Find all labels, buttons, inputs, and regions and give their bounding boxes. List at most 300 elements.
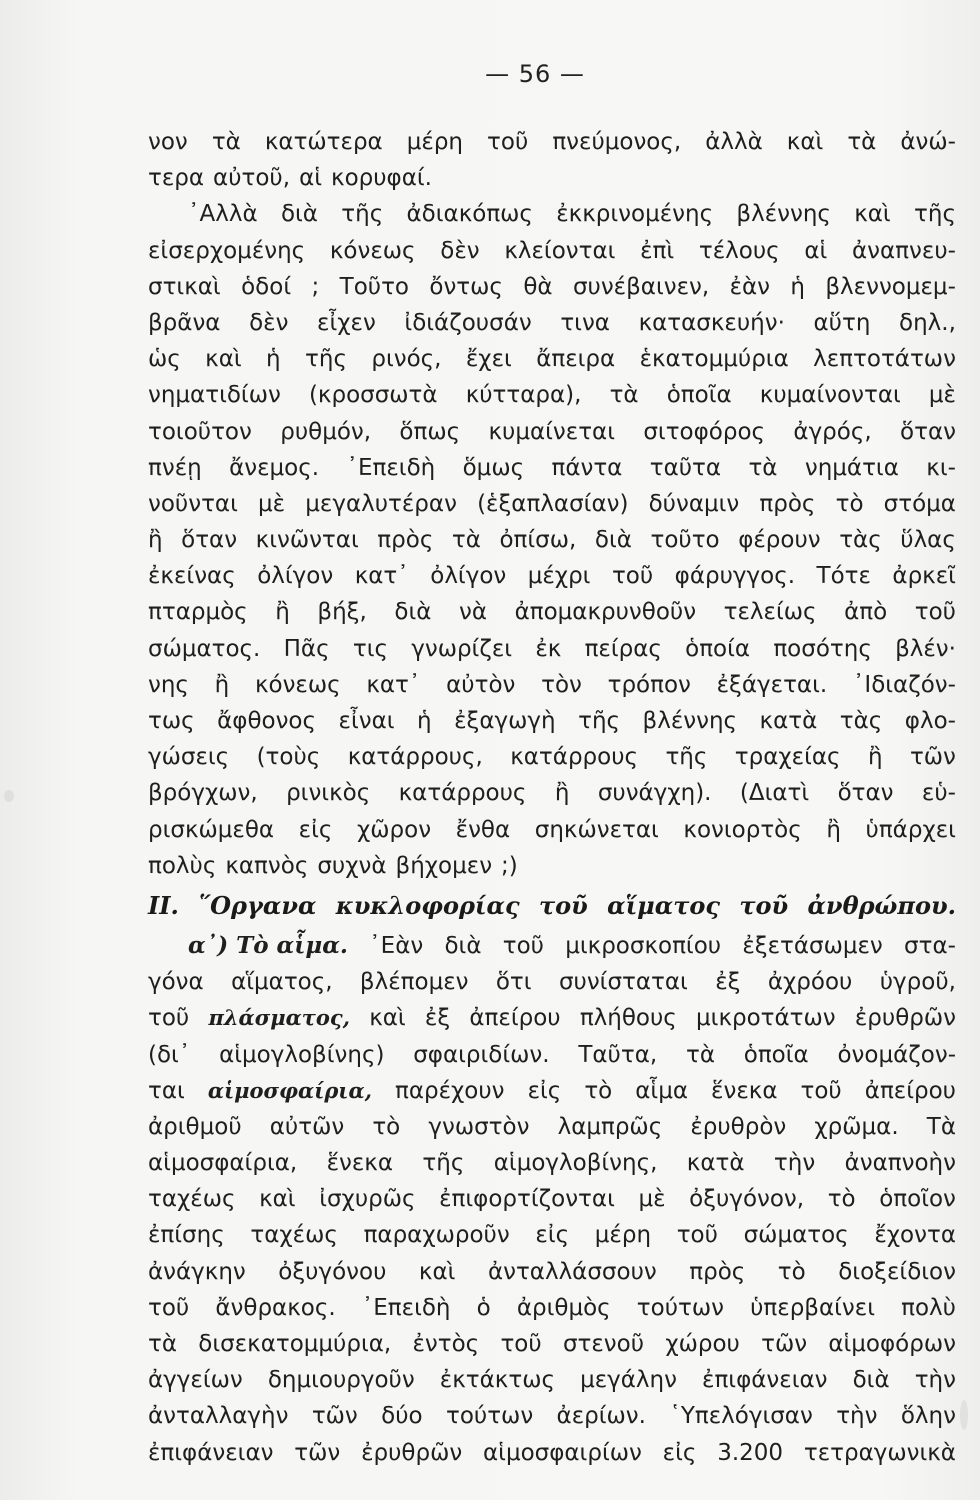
word: τὰ — [847, 129, 877, 155]
word: ὁ — [476, 1294, 491, 1321]
word: πολὺς — [148, 852, 217, 879]
word: ταχέως — [250, 1222, 338, 1249]
word: ἐξ — [424, 1005, 451, 1032]
word: σώματος — [743, 1222, 849, 1249]
word: ἀπείρου — [469, 1005, 561, 1032]
word: ἐκ — [535, 635, 562, 662]
word: ὁδοί — [241, 273, 292, 300]
word: τὸ — [827, 1186, 856, 1213]
word: νοῦνται — [148, 490, 238, 517]
text-line — [148, 1181, 956, 1217]
word: μὲ — [258, 490, 286, 517]
word: 3.200 — [717, 1439, 784, 1466]
word: ἀνταλλαγὴν — [148, 1403, 289, 1430]
word: διὰ — [394, 599, 432, 626]
word: νημάτια — [804, 454, 899, 481]
word: ἐκκρινομένης — [556, 201, 714, 228]
word: πνεύμονος, — [552, 129, 682, 155]
word: τὰ — [748, 454, 778, 481]
word: πρὸς — [689, 1258, 746, 1285]
word: τὰ — [451, 527, 481, 554]
word: γνωρίζει — [411, 635, 513, 662]
word: βλέν· — [895, 635, 956, 662]
word: εἶχεν — [317, 309, 376, 336]
word: μέρη — [406, 129, 464, 155]
word: χῶρον — [356, 816, 432, 843]
word: κινῶνται — [255, 527, 359, 554]
word: ἄνεμος. — [229, 454, 320, 481]
word: κλείονται — [504, 237, 616, 264]
heading-word: τοῦ — [538, 890, 588, 920]
text-line — [148, 594, 956, 630]
word: ἀριθμὸς — [516, 1294, 611, 1321]
word: τὰς — [839, 708, 883, 734]
word: τοῦ — [914, 599, 956, 626]
word: μικροσκοπίου — [565, 932, 722, 959]
word: διοξείδιον — [838, 1258, 956, 1285]
word: αἷμα — [635, 1077, 689, 1104]
text-line — [148, 1254, 956, 1290]
word: κυμαίνεται — [488, 418, 615, 445]
word: ἀπὸ — [844, 599, 888, 626]
word: τὸ — [777, 1258, 806, 1285]
word: κατ᾿ — [366, 671, 421, 698]
word: ἔχοντα — [874, 1222, 956, 1249]
text-line — [148, 233, 956, 269]
word: ἐξ — [715, 969, 741, 996]
word: γόνα — [148, 969, 204, 996]
word: τοῦ — [502, 932, 544, 959]
word: ἀπείρου — [864, 1077, 956, 1104]
text-line — [148, 812, 956, 848]
word: δισεκατομμύρια, — [198, 1331, 392, 1357]
word: τούτων — [636, 1294, 724, 1321]
word: ἐρυθρῶν — [854, 1005, 956, 1032]
word: βρόγχων, — [148, 780, 258, 807]
word: αἱ — [804, 237, 828, 264]
heading-word: ἀνθρώπου. — [807, 890, 956, 920]
paragraph-respiration — [148, 124, 956, 884]
text-line — [148, 739, 956, 775]
word: αὐτοῦ, — [213, 165, 291, 192]
word: μεγαλυτέραν — [305, 490, 457, 517]
word: ᾿Ιδιαζόν- — [852, 671, 956, 698]
word: μέρη — [594, 1222, 652, 1249]
text-line — [148, 558, 956, 594]
word: δημιουργοῦν — [267, 1367, 415, 1394]
word: εἰς — [662, 1439, 697, 1466]
word: ὁποία — [685, 635, 751, 662]
word: χώρου — [665, 1331, 740, 1357]
subsection-label: α᾿) Τὸ αἷμα. — [188, 931, 348, 959]
word: τοῦ — [500, 1331, 542, 1357]
word: σιτοφόρος — [643, 418, 766, 445]
word: ἔχει — [465, 346, 512, 373]
word: στόμα — [883, 490, 956, 517]
word: ἐξάγεται. — [716, 671, 828, 698]
word: ἢ — [554, 780, 570, 807]
word: σηκώνεται — [534, 816, 659, 843]
word: ἰδιάζουσάν — [404, 309, 532, 336]
word: γνωστὸν — [428, 1113, 530, 1140]
word: ἐπιφάνειαν — [148, 1439, 274, 1466]
text-line — [148, 522, 956, 558]
word: κατάρρους — [398, 780, 527, 807]
word: τῆς — [914, 201, 956, 228]
word: ται — [148, 1077, 185, 1104]
word: ἡ — [266, 346, 281, 373]
word: τούτων — [445, 1403, 534, 1430]
word: εἰσερχομένης — [148, 237, 306, 264]
word: βλέννης — [642, 708, 738, 734]
word: ἐξαγωγὴ — [454, 708, 556, 734]
word: ἀριθμοῦ — [148, 1113, 242, 1140]
word: μεγάλην — [580, 1367, 677, 1394]
text-line — [148, 1326, 956, 1362]
word: καὶ — [786, 129, 824, 155]
word: ἐπίσης — [148, 1222, 225, 1249]
word: πολὺ — [901, 1294, 956, 1321]
paragraph-blood — [148, 1109, 956, 1471]
word: συνέβαινεν, — [572, 273, 710, 300]
word: νὰ — [458, 599, 487, 626]
text-line — [148, 414, 956, 450]
word: ἐπιφορτίζονται — [439, 1186, 615, 1213]
word: στενοῦ — [562, 1331, 645, 1357]
text-line — [148, 377, 956, 413]
word: τῆς — [578, 708, 621, 734]
word: βλέπομεν — [359, 969, 469, 996]
text-line — [148, 1073, 956, 1109]
word: αἱ — [299, 165, 323, 192]
word: καὶ — [854, 201, 891, 228]
word: ὁποῖον — [879, 1186, 956, 1213]
word: Τότε — [816, 563, 871, 590]
word: ἢ — [214, 671, 230, 698]
word: καὶ — [205, 346, 242, 373]
word: ἀνταλλάσσουν — [487, 1258, 657, 1285]
word: διὰ — [444, 932, 482, 959]
word: ὑπάρχει — [865, 816, 956, 843]
word: ᾿Επειδὴ — [361, 1294, 451, 1321]
word: τὰ — [211, 129, 241, 155]
word: ἡ — [417, 708, 432, 734]
word: ἐρυθρὸν — [690, 1113, 787, 1140]
text-line — [148, 631, 956, 667]
text-line — [148, 928, 956, 964]
word: φλο- — [904, 708, 956, 734]
word: δηλ., — [899, 309, 956, 336]
text-line — [148, 1398, 956, 1434]
word: ὀπίσω, — [499, 527, 577, 554]
word: ἡ — [790, 273, 805, 300]
word: ἀγγείων — [148, 1367, 243, 1394]
word: τρόπον — [607, 671, 691, 698]
word: ἀναπνοὴν — [844, 1150, 956, 1177]
text-line — [148, 486, 956, 522]
heading-word: II. — [148, 890, 179, 920]
word: εὑ- — [921, 780, 956, 807]
word: τετραγωνικὰ — [803, 1439, 956, 1466]
word: τὰς — [839, 527, 882, 554]
word: ὅλην — [900, 1403, 956, 1430]
text-line — [148, 964, 956, 1000]
word: ταῦτα — [649, 454, 722, 481]
word: ὁποῖα — [743, 1041, 809, 1068]
word: τὸ — [372, 1113, 401, 1140]
text-line — [148, 1435, 956, 1471]
word: κατὰ — [759, 708, 818, 734]
word: αἱμοφόρων — [828, 1331, 956, 1357]
word: ἀλλὰ — [705, 129, 763, 155]
word: ἐπὶ — [640, 237, 675, 264]
word: ὁποῖα — [666, 382, 732, 409]
word: δὲν — [249, 309, 289, 336]
word: ἐκτάκτως — [439, 1367, 555, 1394]
word: ὅπως — [399, 418, 461, 445]
heading-word: ῞Οργανα — [198, 890, 317, 920]
word: κατάρρους — [510, 744, 639, 771]
body-text — [148, 124, 956, 1471]
word: τοῦ — [611, 563, 654, 590]
word: κατασκευήν· — [638, 309, 785, 336]
word: ταχέως — [148, 1186, 236, 1213]
word: τὰ — [685, 1041, 715, 1068]
word: βήξ, — [317, 599, 367, 626]
word: ἢ — [148, 527, 163, 554]
word: ἐξετάσωμεν — [742, 932, 883, 959]
word: σφαιριδίων. — [413, 1041, 550, 1068]
word: τὸ — [835, 490, 864, 517]
word: συνίσταται — [558, 969, 688, 996]
word: (Διατὶ — [739, 780, 810, 807]
word: διὰ — [594, 527, 632, 554]
word: συνάγχη). — [597, 780, 712, 807]
word: ὀξυγόνον, — [689, 1186, 805, 1213]
word: ὅταν — [837, 780, 894, 807]
word: εἰς — [535, 1222, 570, 1249]
word: ἀναπνευ- — [852, 237, 956, 264]
word: πρὸς — [377, 527, 434, 554]
word: τερα — [148, 165, 205, 192]
word: κατ᾿ — [354, 563, 409, 590]
word: ἢ — [275, 599, 290, 626]
word: ἰσχυρῶς — [319, 1186, 416, 1213]
word: τοῦ — [148, 1294, 190, 1321]
word: ὅμως — [462, 454, 525, 481]
word: ὀξυγόνου — [278, 1258, 387, 1285]
word: φάρυγγος. — [674, 563, 796, 590]
text-line — [148, 450, 956, 486]
word: τὸν — [541, 671, 582, 698]
word: Πᾶς — [283, 635, 330, 662]
word: ἀερίων. — [556, 1403, 646, 1430]
text-line — [148, 1362, 956, 1398]
word: (κροσσωτὰ — [308, 382, 438, 409]
text-line — [148, 1109, 956, 1145]
word: ὄντως — [429, 273, 503, 300]
word: τως — [148, 708, 195, 734]
word: τοῦ — [676, 1222, 718, 1249]
word: τοῦ — [487, 129, 529, 155]
word: ὑπερβαίνει — [750, 1294, 875, 1321]
text-line — [148, 160, 956, 196]
word: στικαὶ — [148, 273, 221, 300]
word: μικροτάτων — [696, 1005, 836, 1032]
word: αἱμοσφαιρίων — [483, 1439, 642, 1466]
word: ρινικὸς — [286, 780, 371, 807]
word: τῆς — [665, 744, 708, 771]
text-line — [148, 848, 956, 884]
word: τραχείας — [734, 744, 841, 771]
word: ᾿Επειδὴ — [346, 454, 436, 481]
word: ἕνεκα — [711, 1077, 778, 1104]
word: ἀνάγκην — [148, 1258, 246, 1285]
word: αἵματος, — [231, 969, 333, 996]
word: ὅτι — [495, 969, 532, 996]
word: γώσεις — [148, 744, 230, 771]
word: Ταῦτα, — [578, 1041, 658, 1068]
word: τέλους — [698, 237, 780, 264]
word: θὰ — [523, 273, 553, 300]
word: αἱμογλοβίνης) — [219, 1041, 385, 1068]
word: τελείως — [723, 599, 817, 626]
word: βρᾶνα — [148, 309, 221, 336]
word: ἀγρός, — [793, 418, 872, 445]
paper-stain — [960, 1400, 968, 1430]
heading-word: κυκλοφορίας — [335, 890, 520, 920]
word: τῆς — [341, 201, 384, 228]
word: ρισκώμεθα — [148, 816, 275, 843]
word: τοῦ — [800, 1077, 842, 1104]
word: ἔνθα — [455, 816, 511, 843]
word: ἢ — [826, 816, 841, 843]
text-line — [148, 1000, 956, 1036]
text-line — [148, 305, 956, 341]
word: κονιορτὸς — [683, 816, 802, 843]
text-line — [148, 1037, 956, 1073]
word: (τοὺς — [256, 744, 321, 771]
word: βλεννομεμ- — [825, 273, 956, 300]
word: ἐκείνας — [148, 563, 236, 590]
word: φέρουν — [738, 527, 821, 554]
word: καὶ — [259, 1186, 296, 1213]
word: (ἑξαπλασίαν) — [477, 490, 629, 517]
word: δὲν — [440, 237, 480, 264]
heading-word: τοῦ — [739, 890, 789, 920]
word: ἀχρόου — [767, 969, 853, 996]
word: ἐρυθρῶν — [361, 1439, 463, 1466]
word: τῶν — [761, 1331, 808, 1357]
word: στα- — [904, 932, 956, 959]
word: νης — [148, 671, 189, 698]
word: τὴν — [914, 1367, 956, 1394]
word: κύτταρα), — [465, 382, 582, 409]
word: κι- — [926, 454, 956, 481]
word: καπνὸς — [225, 852, 309, 879]
word: εἶναι — [338, 708, 395, 734]
word: ἕνεκα — [326, 1150, 394, 1177]
word: ἀρκεῖ — [892, 563, 956, 590]
word: μέχρι — [527, 563, 591, 590]
word: ἐντὸς — [412, 1331, 480, 1357]
word: τῶν — [311, 1403, 358, 1430]
word: ὡς — [148, 346, 181, 373]
word: ὅταν — [900, 418, 956, 445]
text-line — [148, 1145, 956, 1181]
word: Τὰ — [926, 1113, 956, 1140]
word: ἀνώ- — [900, 129, 956, 155]
word: τινα — [560, 309, 610, 336]
emphasized-term: πλάσματος, — [208, 1005, 350, 1031]
word: Τοῦτο — [339, 273, 409, 300]
emphasized-term: αἱμοσφαίρια, — [207, 1077, 372, 1103]
word: αἱμοσφαίρια, — [148, 1150, 298, 1177]
word: συχνὰ — [317, 852, 387, 879]
word: ἄπειρα — [536, 346, 616, 373]
heading-word: αἵματος — [607, 890, 720, 920]
text-line — [148, 667, 956, 703]
word: βλέννης — [736, 201, 831, 228]
word: ἀδιακόπως — [406, 201, 533, 228]
word: τῶν — [294, 1439, 341, 1466]
word: ; — [311, 273, 320, 300]
word: κυμαίνονται — [759, 382, 901, 409]
word: κόνεως — [329, 237, 416, 264]
word: κατὰ — [686, 1150, 745, 1177]
word: νον — [148, 129, 188, 155]
text-line — [148, 341, 956, 377]
word: πείρας — [584, 635, 662, 662]
word: πταρμὸς — [148, 599, 248, 626]
word: τὰ — [609, 382, 639, 409]
word: ὅταν — [181, 527, 238, 554]
text-line — [148, 1217, 956, 1253]
word: ποσότης — [773, 635, 872, 662]
word: ᾿Εὰν — [369, 932, 424, 959]
word: τὰ — [148, 1331, 178, 1357]
word: λαμπρῶς — [557, 1113, 663, 1140]
word: παρέχουν — [394, 1077, 505, 1104]
word: μὲ — [928, 382, 956, 409]
word: ὀλίγον — [430, 563, 507, 590]
word: κατάρρους, — [347, 744, 483, 771]
word: αἱμογλοβίνης, — [493, 1150, 658, 1177]
word: βήχομεν — [395, 852, 493, 879]
word: χρῶμα. — [814, 1113, 899, 1140]
word: τὴν — [773, 1150, 816, 1177]
word: ᾿Αλλὰ — [188, 201, 258, 228]
word: τις — [352, 635, 388, 662]
word: τοῦ — [148, 1005, 190, 1032]
word: τὴν — [836, 1403, 878, 1430]
word: τῶν — [909, 744, 956, 771]
word: αὐτῶν — [269, 1113, 345, 1140]
word: ὀλίγον — [257, 563, 334, 590]
word: ;) — [501, 852, 518, 879]
word: μὲ — [638, 1186, 666, 1213]
word: αὐτὸν — [446, 671, 516, 698]
word: καὶ — [418, 1258, 456, 1285]
word: ἐπιφάνειαν — [702, 1367, 828, 1394]
text-line — [148, 775, 956, 811]
word: ρυθμόν, — [280, 418, 372, 445]
word: ὕλας — [900, 527, 956, 554]
word: κορυφαί. — [331, 165, 432, 192]
text-line — [148, 703, 956, 739]
word: ἄφθονος — [217, 708, 317, 734]
section-heading — [148, 884, 956, 928]
